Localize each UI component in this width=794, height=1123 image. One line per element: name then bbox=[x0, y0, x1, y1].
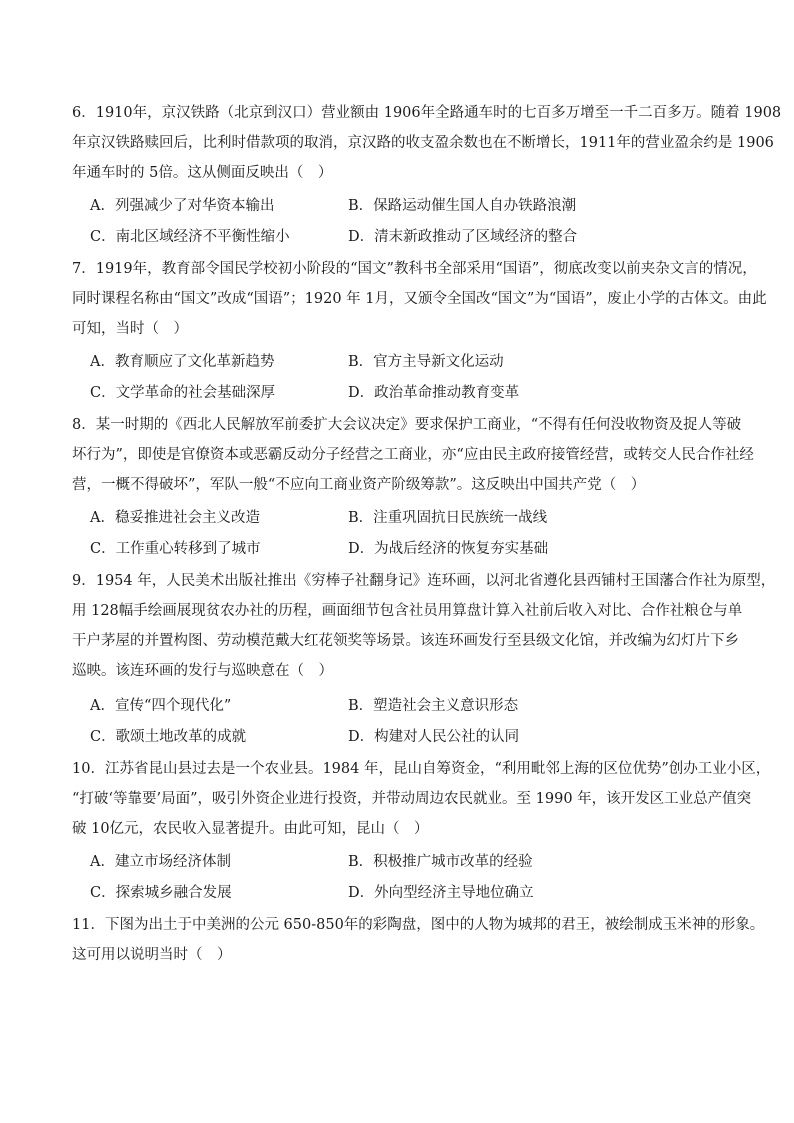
question-line: 同时课程名称由“国文”改成“国语”；1920 年 1月，又颁令全国改“国文”为“国语”，废止小学的古体文。由此 bbox=[72, 291, 767, 307]
question-9 bbox=[72, 566, 776, 686]
question-7-options bbox=[90, 346, 730, 408]
question-line: 8．某一时期的《西北人民解放军前委扩大会议决定》要求保护工商业，“不得有任何没收物资及捉人等破 bbox=[72, 417, 742, 433]
option-d[interactable]: D．清末新政推动了区域经济的整合 bbox=[348, 228, 578, 245]
option-a[interactable]: A．宣传“四个现代化” bbox=[90, 697, 232, 714]
question-line: 这可用以说明当时（ ） bbox=[72, 947, 232, 963]
question-6-options bbox=[90, 190, 730, 252]
option-c[interactable]: C．歌颂土地改革的成就 bbox=[90, 728, 247, 745]
option-c[interactable]: C．文学革命的社会基础深厚 bbox=[90, 384, 276, 401]
question-line: 营，一概不得破坏”，军队一般“不应向工商业资产阶级筹款”。这反映出中国共产党（ ） bbox=[72, 477, 646, 493]
option-c[interactable]: C．探索城乡融合发展 bbox=[90, 884, 232, 901]
option-d[interactable]: D．政治革命推动教育变革 bbox=[348, 384, 520, 401]
option-b[interactable]: B．保路运动催生国人自办铁路浪潮 bbox=[348, 197, 577, 214]
question-line: 可知，当时（ ） bbox=[72, 321, 188, 337]
question-line: 年通车时的 5倍。这从侧面反映出（ ） bbox=[72, 165, 333, 181]
question-10-options bbox=[90, 846, 730, 908]
option-d[interactable]: D．外向型经济主导地位确立 bbox=[348, 884, 534, 901]
question-11 bbox=[72, 910, 765, 970]
question-line: 11．下图为出土于中美洲的公元 650-850年的彩陶盘，图中的人物为城邦的君王，被绘制成玉米神的形象。 bbox=[72, 917, 765, 933]
question-line: 干户茅屋的并置构图、劳动模范戴大红花领奖等场景。该连环画发行至县级文化馆，并改编为幻灯片下乡 bbox=[72, 633, 739, 649]
option-b[interactable]: B．注重巩固抗日民族统一战线 bbox=[348, 509, 548, 526]
option-b[interactable]: B．塑造社会主义意识形态 bbox=[348, 697, 519, 714]
question-10 bbox=[72, 754, 771, 844]
question-line: 破 10亿元，农民收入显著提升。由此可知，昆山（ ） bbox=[72, 821, 429, 837]
question-line: 7．1919年，教育部令国民学校初小阶段的“国文”教科书全部采用“国语”，彻底改变以前夹杂文言的情况， bbox=[72, 261, 757, 277]
question-8 bbox=[72, 410, 754, 500]
question-7 bbox=[72, 254, 767, 344]
question-line: 坏行为”，即使是官僚资本或恶霸反动分子经营之工商业，亦“应由民主政府接管经营，或转交人民合作社经 bbox=[72, 447, 754, 463]
question-line: 9．1954 年，人民美术出版社推出《穷棒子社翻身记》连环画，以河北省遵化县西铺村王国藩合作社为原型， bbox=[72, 573, 776, 589]
question-line: “打破‘等靠要’局面”，吸引外资企业进行投资，并带动周边农民就业。至 1990 年，该开发区工业总产值突 bbox=[72, 791, 752, 807]
question-6 bbox=[72, 98, 782, 188]
question-line: 巡映。该连环画的发行与巡映意在（ ） bbox=[72, 663, 333, 679]
question-9-options bbox=[90, 690, 730, 752]
question-line: 用 128幅手绘画展现贫农办社的历程，画面细节包含社员用算盘计算入社前后收入对比、合作社粮仓与单 bbox=[72, 603, 743, 619]
option-c[interactable]: C．工作重心转移到了城市 bbox=[90, 540, 261, 557]
option-a[interactable]: A．列强减少了对华资本输出 bbox=[90, 197, 275, 214]
option-b[interactable]: B．积极推广城市改革的经验 bbox=[348, 853, 533, 870]
option-d[interactable]: D．为战后经济的恢复夯实基础 bbox=[348, 540, 549, 557]
option-a[interactable]: A．建立市场经济体制 bbox=[90, 853, 231, 870]
question-line: 10．江苏省昆山县过去是一个农业县。1984 年，昆山自筹资金，“利用毗邻上海的区位优势”创办工业小区， bbox=[72, 761, 771, 777]
option-a[interactable]: A．稳妥推进社会主义改造 bbox=[90, 509, 260, 526]
option-d[interactable]: D．构建对人民公社的认同 bbox=[348, 728, 520, 745]
option-c[interactable]: C．南北区域经济不平衡性缩小 bbox=[90, 228, 290, 245]
question-line: 年京汉铁路赎回后，比利时借款项的取消，京汉路的收支盈余数也在不断增长，1911年的营业盈余约是 1906 bbox=[72, 135, 774, 151]
option-b[interactable]: B．官方主导新文化运动 bbox=[348, 353, 504, 370]
question-line: 6．1910年，京汉铁路（北京到汉口）营业额由 1906年全路通车时的七百多万增至一千二百多万。随着 1908 bbox=[72, 105, 782, 121]
option-a[interactable]: A．教育顺应了文化革新趋势 bbox=[90, 353, 275, 370]
question-8-options bbox=[90, 502, 730, 564]
